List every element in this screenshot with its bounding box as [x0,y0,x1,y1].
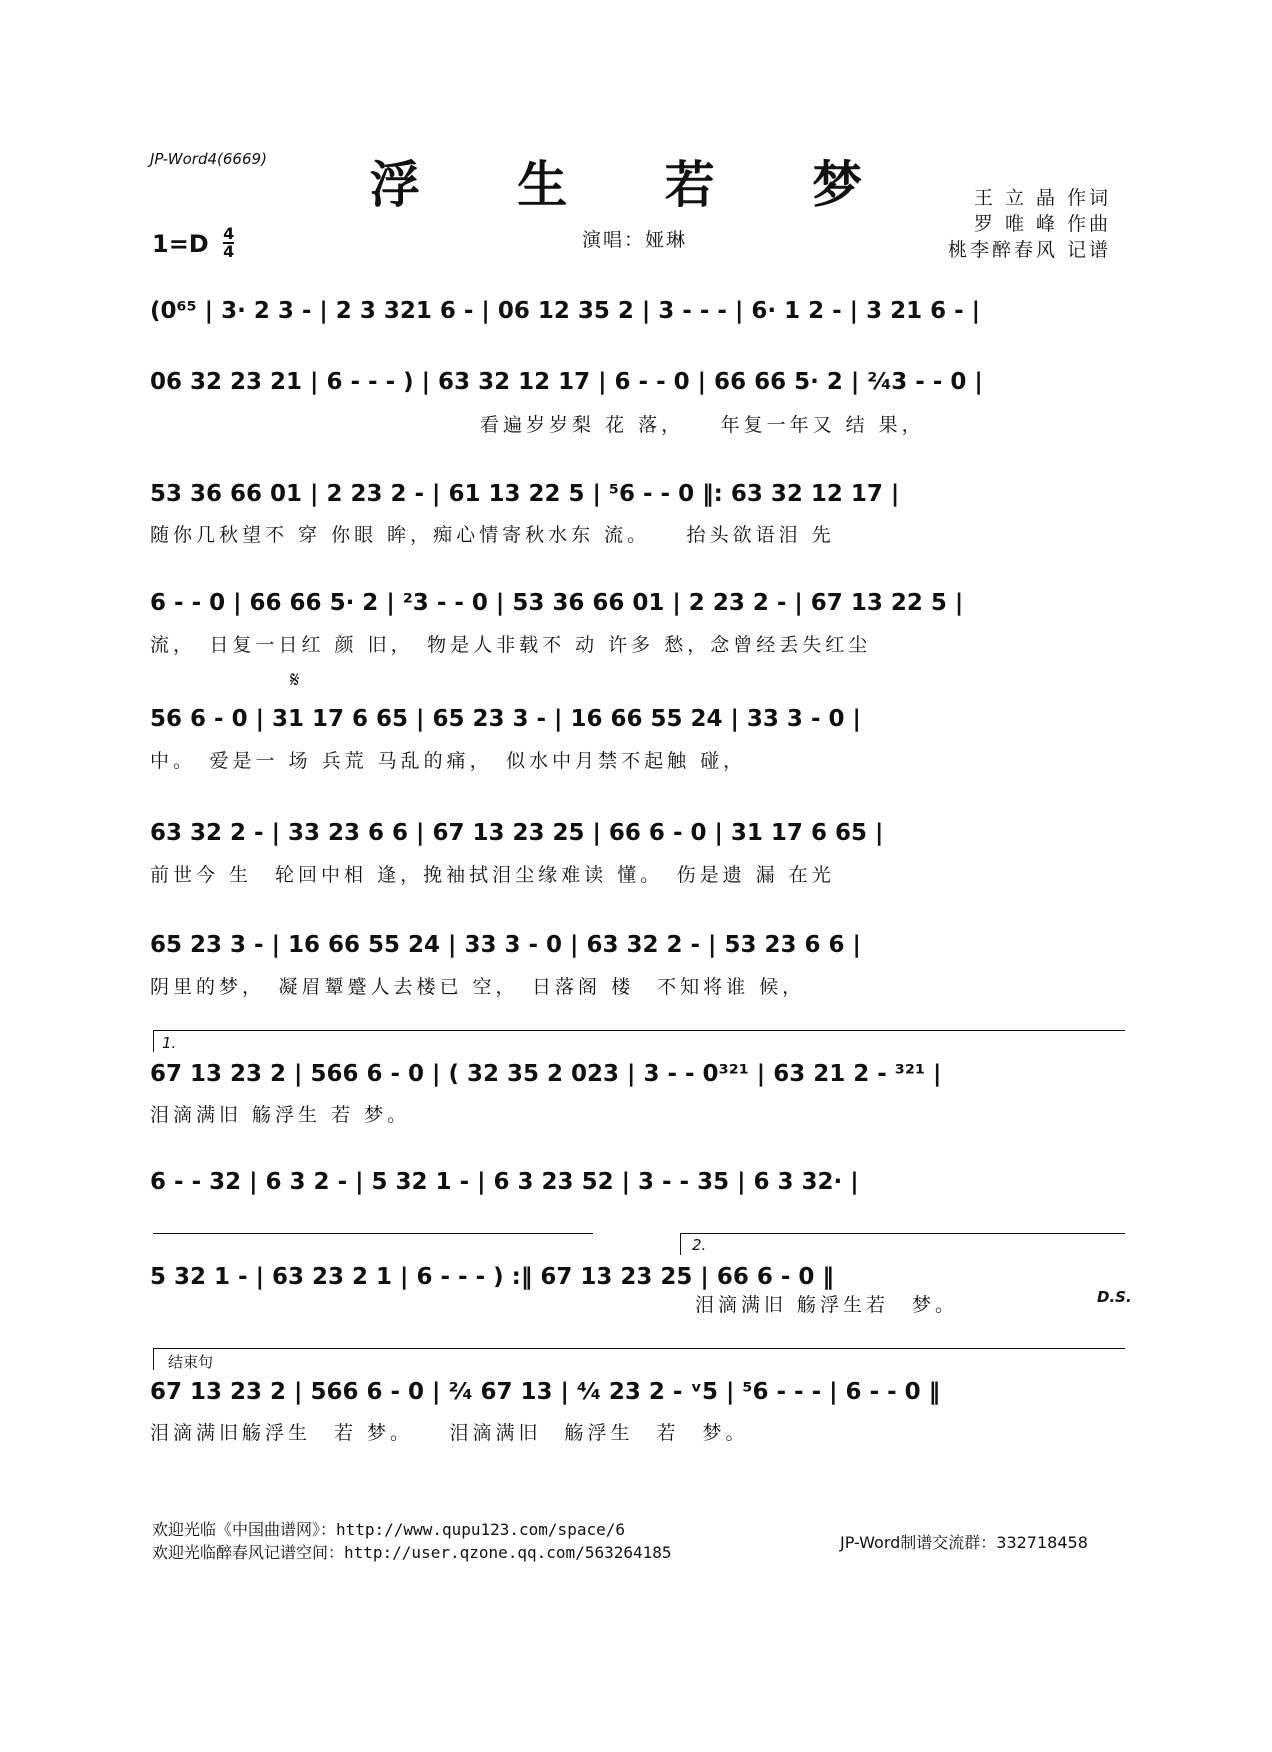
score-line-4 [150,584,1125,622]
volta-continuation-line [153,1233,593,1234]
score-notes: (0⁶⁵ | 3· 2 3 - | 2 3 321 6 - | 06 12 35 2 | 3 - - - | 6· 1 2 - | 3 21 6 - | [150,298,981,324]
transcriber-credit: 桃李醉春风 记谱 [948,239,1112,261]
singer-credit: 演唱：娅琳 [582,229,688,251]
coda-label: 结束句 [168,1353,214,1371]
key-label: 1=D [152,230,209,258]
footer-links [152,1518,672,1564]
footer-link-qupu[interactable]: 欢迎光临《中国曲谱网》：http://www.qupu123.com/space/6 [152,1520,625,1539]
volta-2-label: 2. [692,1236,707,1254]
time-signature-top: 4 [223,224,235,243]
score-line-8 [150,1055,1125,1093]
score-line-3 [150,475,1125,513]
lyricist-credit: 王 立 晶 作词 [973,187,1112,209]
volta-2-bracket [680,1233,1125,1234]
score-line-7 [150,926,1125,964]
score-line-1 [150,292,1125,330]
segno-sign: 𝄋 [290,668,300,693]
lyrics-line-10: 泪滴满旧 觞浮生若 梦。 [695,1294,959,1316]
coda-tick [153,1348,154,1370]
time-signature-bottom: 4 [223,242,235,261]
volta-2-tick [680,1233,681,1255]
score-notes: 67 13 23 2 | 566 6 - 0 | ( 32 35 2 023 | 3 - - 0³²¹ | 63 21 2 - ³²¹ | [150,1061,942,1087]
lyrics-line-2: 看遍岁岁梨 花 落， 年复一年又 结 果， [480,414,925,436]
score-notes: 67 13 23 2 | 566 6 - 0 | ²⁄₄ 67 13 | ⁴⁄₄ 23 2 - ᵛ5 | ⁵6 - - - | 6 - - 0 ‖ [150,1379,941,1405]
score-notes: 65 23 3 - | 16 66 55 24 | 33 3 - 0 | 63 32 2 - | 53 23 6 6 | [150,932,861,958]
score-notes: 56 6 - 0 | 31 17 6 65 | 65 23 3 - | 16 66 55 24 | 33 3 - 0 | [150,706,861,732]
lyrics-line-3: 随你几秋望不 穿 你眼 眸，痴心情寄秋水东 流。 抬头欲语泪 先 [150,524,835,546]
score-line-2 [150,363,1125,401]
lyrics-line-4: 流， 日复一日红 颜 旧， 物是人非载不 动 许多 愁，念曾经丢失红尘 [150,634,872,656]
lyrics-line-11: 泪滴满旧觞浮生 若 梦。 泪滴满旧 觞浮生 若 梦。 [150,1422,749,1444]
lyrics-line-6: 前世今 生 轮回中相 逢，挽袖拭泪尘缘难读 懂。 伤是遗 漏 在光 [150,864,835,886]
score-notes: 06 32 23 21 | 6 - - - ) | 63 32 12 17 | 6 - - 0 | 66 66 5· 2 | ²⁄₄3 - - 0 | [150,369,983,395]
score-notes: 6 - - 32 | 6 3 2 - | 5 32 1 - | 6 3 23 52 | 3 - - 35 | 6 3 32· | [150,1169,859,1195]
software-brand: JP-Word4(6669) [150,150,267,168]
lyrics-line-5: 中。 爱是一 场 兵荒 马乱的痛， 似水中月禁不起触 碰， [150,750,747,772]
score-notes: 6 - - 0 | 66 66 5· 2 | ²3 - - 0 | 53 36 66 01 | 2 23 2 - | 67 13 22 5 | [150,590,964,616]
song-title: 浮 生 若 梦 [369,155,903,214]
score-line-11 [150,1373,1125,1411]
time-signature [223,226,234,260]
lyrics-line-7: 阴里的梦， 凝眉颦蹙人去楼已 空， 日落阁 楼 不知将谁 候， [150,976,806,998]
score-line-5 [150,700,1125,738]
coda-bracket [153,1348,1125,1349]
volta-1-tick [153,1030,154,1052]
score-line-9 [150,1163,1125,1201]
footer-group-info: JP-Word制谱交流群：332718458 [840,1533,1088,1552]
key-signature [152,224,235,262]
lyrics-line-8: 泪滴满旧 觞浮生 若 梦。 [150,1104,411,1126]
volta-1-label: 1. [162,1034,177,1052]
composer-credit: 罗 唯 峰 作曲 [973,213,1112,235]
score-line-6 [150,814,1125,852]
score-notes: 63 32 2 - | 33 23 6 6 | 67 13 23 25 | 66 6 - 0 | 31 17 6 65 | [150,820,884,846]
volta-1-bracket [153,1030,1125,1031]
da-segno-mark: D.S. [1097,1288,1132,1306]
footer-link-qzone[interactable]: 欢迎光临醉春风记谱空间：http://user.qzone.qq.com/563264185 [152,1543,672,1562]
credits-block [948,185,1111,263]
score-notes: 53 36 66 01 | 2 23 2 - | 61 13 22 5 | ⁵6 - - 0 ‖: 63 32 12 17 | [150,481,900,507]
score-notes: 5 32 1 - | 63 23 2 1 | 6 - - - ) :‖ 67 13 23 25 | 66 6 - 0 ‖ [150,1264,834,1290]
